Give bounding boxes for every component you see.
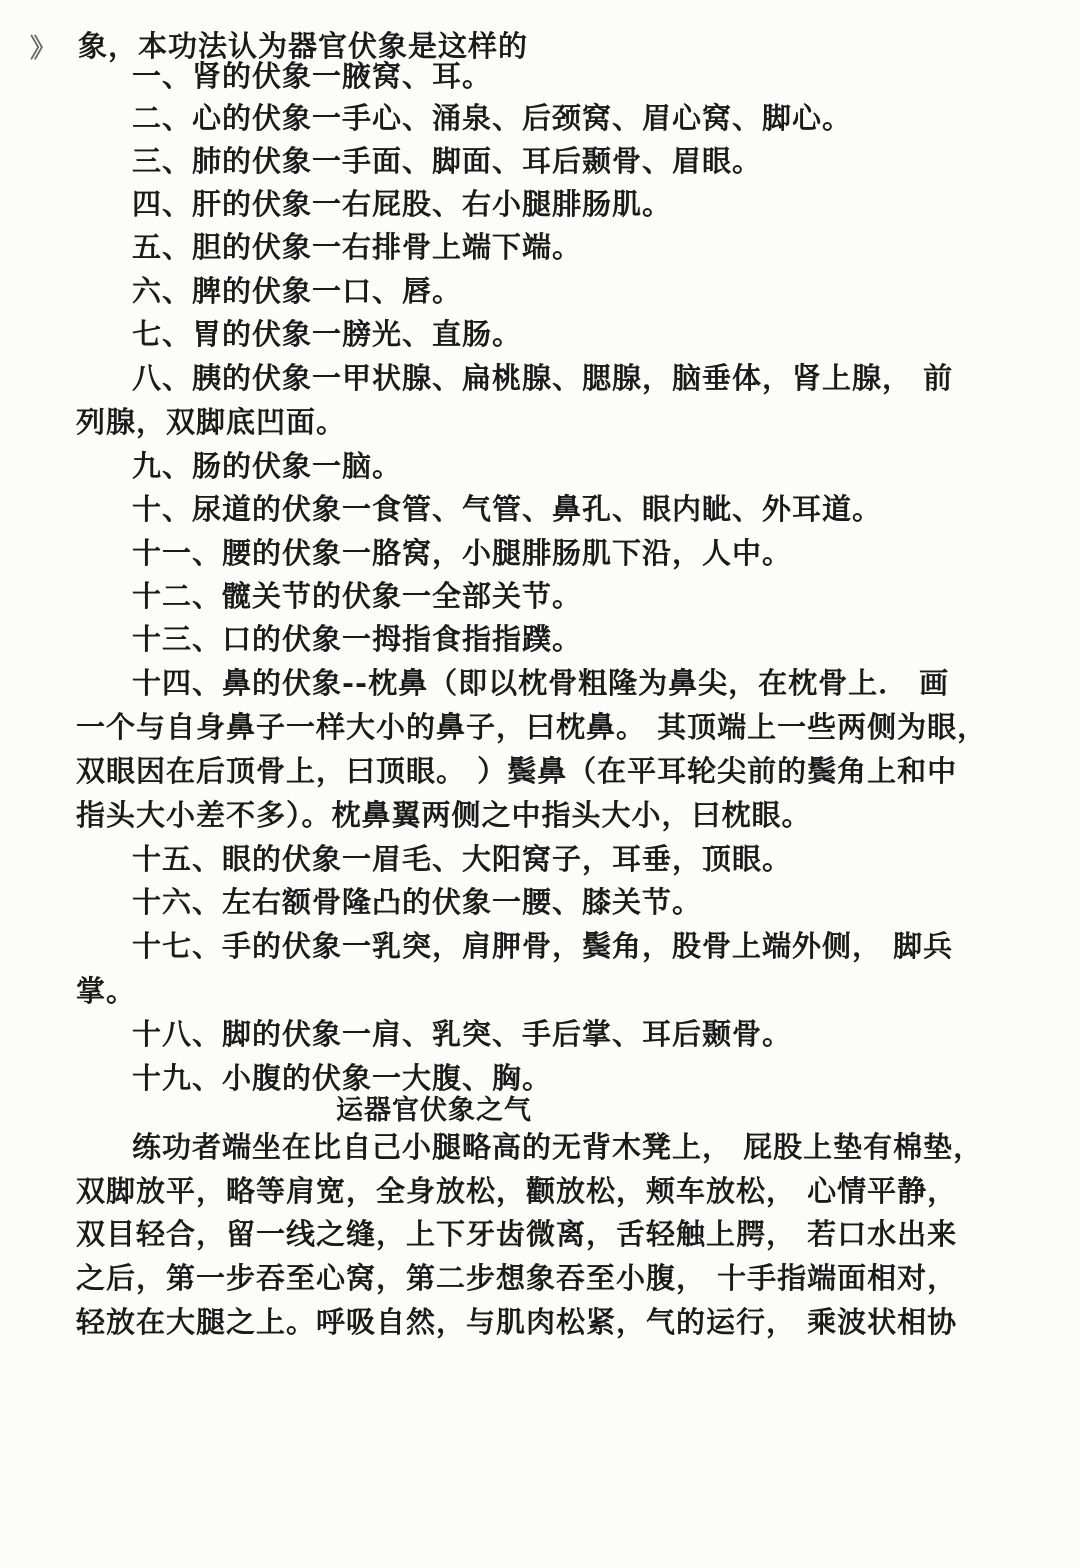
- list-item: 八、胰的伏象一甲状腺、扁桃腺、腮腺，脑垂体，肾上腺， 前: [132, 361, 954, 395]
- list-item: 九、肠的伏象一脑。: [132, 449, 403, 483]
- list-item: 十三、口的伏象一拇指食指指蹼。: [132, 622, 583, 656]
- list-item: 一、肾的伏象一腋窝、耳。: [132, 59, 493, 93]
- list-item: 十八、脚的伏象一肩、乳突、手后掌、耳后颞骨。: [132, 1017, 793, 1051]
- list-item-continuation: 双眼因在后顶骨上，曰顶眼。 ）鬓鼻（在平耳轮尖前的鬓角上和中: [76, 754, 958, 788]
- list-item: 十五、眼的伏象一眉毛、大阳窝子，耳垂，顶眼。: [132, 842, 793, 876]
- list-item: 四、肝的伏象一右屁股、右小腿腓肠肌。: [132, 187, 673, 221]
- paragraph-line: 双脚放平，略等肩宽，全身放松，颧放松，颊车放松， 心情平静，: [76, 1174, 958, 1208]
- scan-artifact: 》: [30, 34, 53, 64]
- list-item: 六、脾的伏象一口、唇。: [132, 274, 463, 308]
- section-heading: 运器官伏象之气: [336, 1095, 532, 1126]
- list-item: 十二、髋关节的伏象一全部关节。: [132, 579, 583, 613]
- list-item-continuation: 一个与自身鼻子一样大小的鼻子，曰枕鼻。 其顶端上一些两侧为眼，: [76, 710, 988, 744]
- list-item: 十一、腰的伏象一胳窝，小腿腓肠肌下沿，人中。: [132, 536, 793, 570]
- list-item: 五、胆的伏象一右排骨上端下端。: [132, 230, 583, 264]
- list-item: 十九、小腹的伏象一大腹、胸。: [132, 1061, 553, 1095]
- list-item: 十、尿道的伏象一食管、气管、鼻孔、眼内眦、外耳道。: [132, 492, 883, 526]
- list-item-continuation: 列腺，双脚底凹面。: [76, 405, 347, 439]
- list-item: 十六、左右额骨隆凸的伏象一腰、膝关节。: [132, 885, 703, 919]
- paragraph-line: 轻放在大腿之上。呼吸自然，与肌肉松紧，气的运行， 乘波状相协: [76, 1305, 958, 1339]
- list-item-continuation: 掌。: [76, 974, 137, 1008]
- list-item: 十四、鼻的伏象--枕鼻（即以枕骨粗隆为鼻尖，在枕骨上． 画: [132, 666, 950, 700]
- list-item: 三、肺的伏象一手面、脚面、耳后颞骨、眉眼。: [132, 144, 763, 178]
- paragraph-line: 之后，第一步吞至心窝，第二步想象吞至小腹， 十手指端面相对，: [76, 1261, 958, 1295]
- paragraph-line: 练功者端坐在比自己小腿略高的无背木凳上， 屁股上垫有棉垫，: [132, 1130, 984, 1164]
- intro-line: 象，本功法认为器官伏象是这样的: [78, 29, 529, 63]
- paragraph-line: 双目轻合，留一线之缝，上下牙齿微离，舌轻触上腭， 若口水出来: [76, 1217, 958, 1251]
- list-item: 七、胃的伏象一膀光、直肠。: [132, 317, 523, 351]
- list-item: 十七、手的伏象一乳突，肩胛骨，鬓角，股骨上端外侧， 脚兵: [132, 929, 954, 963]
- list-item-continuation: 指头大小差不多）。枕鼻翼两侧之中指头大小，曰枕眼。: [76, 798, 812, 832]
- list-item: 二、心的伏象一手心、涌泉、后颈窝、眉心窝、脚心。: [132, 101, 853, 135]
